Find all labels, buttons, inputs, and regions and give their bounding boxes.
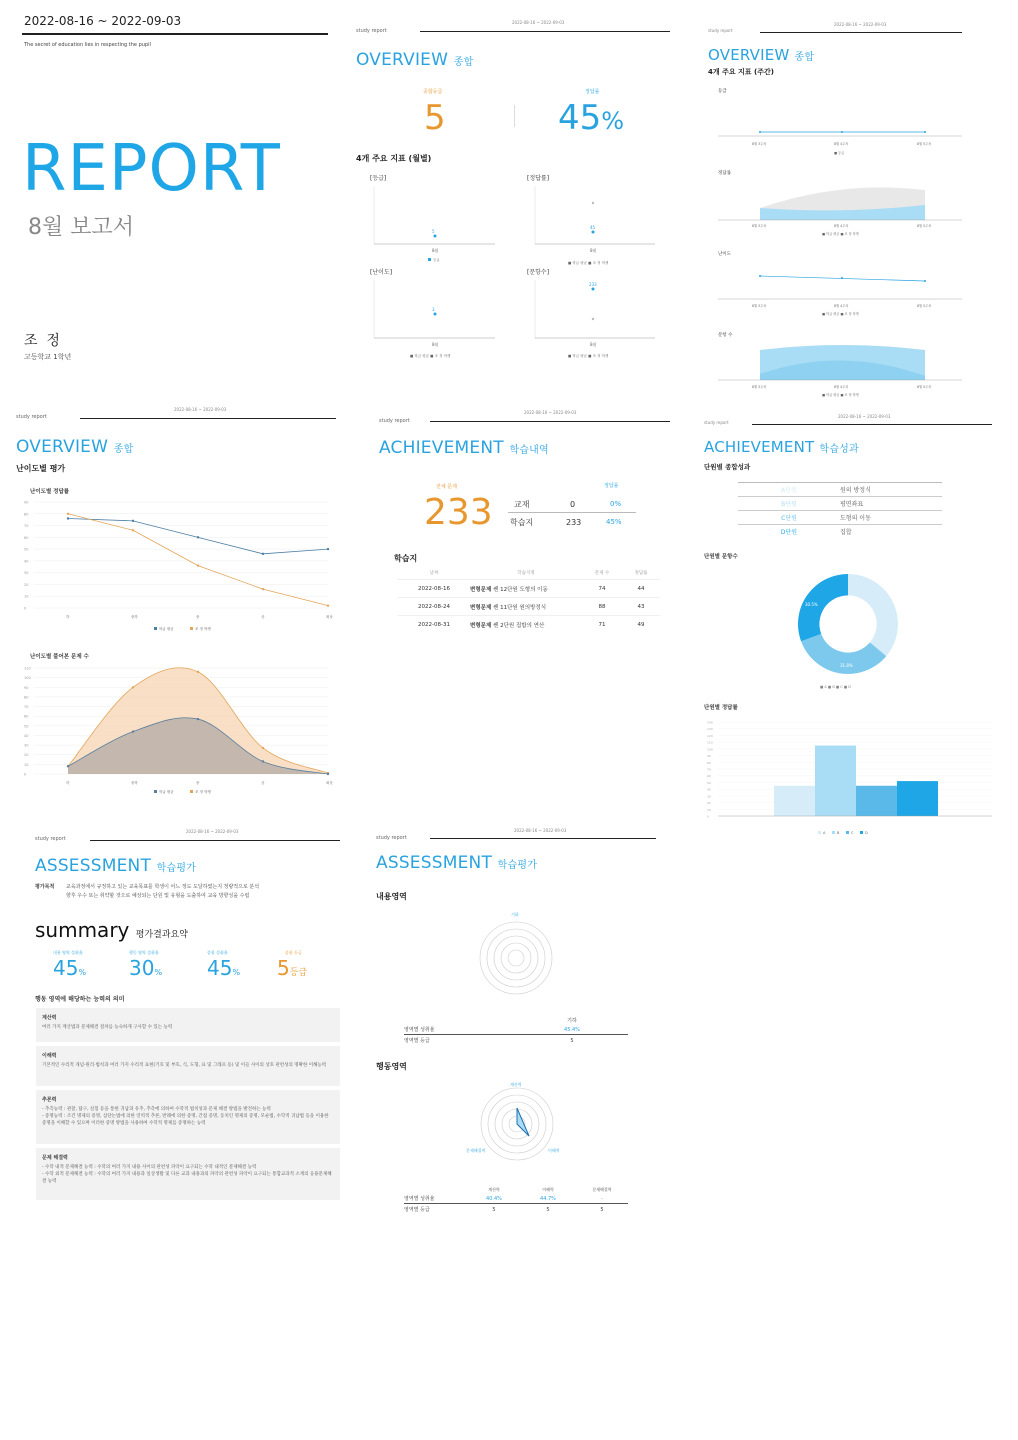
y-tick-label: 30 xyxy=(707,794,711,799)
svg-text:■ 학급 평균 ■ 조 정 학생: ■ 학급 평균 ■ 조 정 학생 xyxy=(822,232,859,236)
bar xyxy=(774,786,815,816)
svg-text:8월 4주차: 8월 4주차 xyxy=(834,224,849,228)
svg-text:8월 3주차: 8월 3주차 xyxy=(752,142,767,146)
legend-label: 조 정 학생 xyxy=(195,790,211,794)
point-grade xyxy=(434,235,437,238)
bar xyxy=(856,786,897,816)
y-tick-label: 0 xyxy=(24,606,27,611)
svg-text:■ 학급 평균 ■ 조 정 학생: ■ 학급 평균 ■ 조 정 학생 xyxy=(568,261,609,265)
page-date: 2022-08-16 ~ 2022-09-03 xyxy=(512,20,565,25)
svg-text:등급: 등급 xyxy=(718,89,727,94)
behavior-radar xyxy=(460,1078,580,1168)
series-line xyxy=(68,514,328,606)
svg-text:8월 5주차: 8월 5주차 xyxy=(917,142,932,146)
legend-label: 조 정 학생 xyxy=(195,627,211,631)
purpose-label: 평가목적 xyxy=(35,884,55,890)
student-name: 조 정 xyxy=(24,333,60,349)
x-tick-label: 중 xyxy=(196,781,200,785)
svg-text:8월 3주차: 8월 3주차 xyxy=(752,224,767,228)
svg-text:8월: 8월 xyxy=(590,342,597,347)
legend-swatch xyxy=(190,627,193,630)
y-tick-label: 90 xyxy=(24,500,29,505)
summary-row: 교재 0 0% xyxy=(508,496,636,513)
page-label: study report xyxy=(708,28,733,33)
page-title: OVERVIEW 종합 xyxy=(16,437,134,457)
section-title: 난이도별 평가 xyxy=(16,464,66,473)
svg-text:등급: 등급 xyxy=(433,258,440,262)
page-date: 2022-08-16 ~ 2022-09-03 xyxy=(514,828,567,833)
svg-text:난이도: 난이도 xyxy=(718,252,732,257)
y-tick-label: 10 xyxy=(707,807,711,812)
legend-label: D xyxy=(865,831,868,835)
y-tick-label: 30 xyxy=(24,743,29,748)
page-title: ASSESSMENT 학습평가 xyxy=(35,856,197,876)
table-row: 2022-08-24 변형문제 쎈 11단원 원의방정식 88 43 xyxy=(398,598,660,616)
svg-text:31.8%: 31.8% xyxy=(840,663,853,668)
page-title: OVERVIEW 종합 xyxy=(708,46,815,64)
y-tick-label: 20 xyxy=(24,582,29,587)
svg-text:■ 학급 평균 ■ 조 정 학생: ■ 학급 평균 ■ 조 정 학생 xyxy=(568,354,609,358)
header-rule xyxy=(752,424,992,425)
table-row: 2022-08-16 변형문제 쎈 12단원 도형의 이동 74 44 xyxy=(398,580,660,598)
series-point xyxy=(132,730,134,732)
page-label: study report xyxy=(376,835,407,841)
section-title: 단원별 종합성과 xyxy=(704,463,751,471)
grade-label: 종합등급 xyxy=(423,89,443,95)
page-title: OVERVIEW 종합 xyxy=(356,50,474,70)
page-date: 2022-08-16 ~ 2022-09-03 xyxy=(186,829,239,834)
rate-value: 45% xyxy=(558,98,625,138)
y-tick-label: 50 xyxy=(24,547,29,552)
series-point xyxy=(327,548,329,550)
y-tick-label: 20 xyxy=(707,801,711,806)
x-tick-label: 하 xyxy=(66,781,70,785)
svg-text:8월: 8월 xyxy=(432,248,439,253)
donut-title: 단원별 문항수 xyxy=(704,554,738,560)
worksheet-table xyxy=(398,566,660,633)
series-point xyxy=(327,604,329,606)
header-rule xyxy=(430,421,670,422)
series-point xyxy=(197,671,199,673)
legend-label: 학급 평균 xyxy=(159,627,174,631)
mini-chart-count xyxy=(527,268,655,358)
table-row: 영역별 성취율 40.4% 44.7% - xyxy=(404,1194,628,1204)
x-tick-label: 중하 xyxy=(131,615,138,619)
donut-slice-a xyxy=(848,574,898,656)
legend-label: B xyxy=(837,831,840,835)
legend-swatch xyxy=(154,627,157,630)
ability-box: 문제 해결력 - 수학 내적 문제해결 능력 : 수학의 여러 가지 내용 사이의 관련성 파악이 요구되는 수학 내적인 문제해결 능력 - 수학 외적 문제해결 능력 : 수학의 여러 가지 내용과 일상생활 및 다른 교과 내용과의 파악의 관련성 파악이 요구되는 통합교과적 소재의 응용문제해결 능력 xyxy=(36,1148,340,1200)
series-point xyxy=(132,520,134,522)
legend-label: A xyxy=(823,831,826,835)
header-rule xyxy=(420,31,670,32)
svg-text:■ 학급 평균 ■ 조 정 학생: ■ 학급 평균 ■ 조 정 학생 xyxy=(822,312,859,316)
y-tick-label: 80 xyxy=(707,760,711,765)
rate-label: 정답률 xyxy=(585,89,600,95)
svg-text:■ 학급 평균 ■ 조 정 학생: ■ 학급 평균 ■ 조 정 학생 xyxy=(410,354,451,358)
x-tick-label: 최상 xyxy=(326,615,333,619)
y-tick-label: 80 xyxy=(24,695,29,700)
x-tick-label: 최상 xyxy=(326,781,333,785)
svg-text:5: 5 xyxy=(432,229,435,234)
content-table xyxy=(404,1016,628,1046)
page-label: study report xyxy=(379,418,410,424)
svg-text:계산력: 계산력 xyxy=(510,1082,522,1087)
page-date: 2022-08-16 ~ 2022-09-03 xyxy=(174,407,227,412)
summary-title: summary 평가결과요약 xyxy=(35,918,188,942)
mini-title-grade: [등급] xyxy=(370,175,387,182)
y-tick-label: 90 xyxy=(707,754,711,759)
y-tick-label: 110 xyxy=(24,666,31,671)
section-title: 4개 주요 지표 (월별) xyxy=(356,154,432,163)
unit-count-donut xyxy=(780,566,920,692)
legend-swatch xyxy=(190,790,193,793)
page-title: ASSESSMENT 학습평가 xyxy=(376,853,538,873)
ability-box: 이해력 기본적인 수리적 개념·원리·법칙과 여러 가지 수리적 표현(기호 및 부호, 식, 도형, 표 및 그래프 등) 및 이들 사이의 상호 관련성의 명확한 이해능력 xyxy=(36,1046,340,1086)
svg-text:8월 5주차: 8월 5주차 xyxy=(917,224,932,228)
x-tick-label: 상 xyxy=(261,615,265,619)
mini-chart-grade xyxy=(370,174,495,262)
y-tick-label: 60 xyxy=(24,714,29,719)
y-tick-label: 50 xyxy=(707,780,711,785)
y-tick-label: 120 xyxy=(707,733,713,738)
stat-total: 종합 성취율 45% xyxy=(207,950,241,980)
unit-row: D단원 집합 xyxy=(780,529,852,536)
total-value: 233 xyxy=(424,492,493,533)
y-tick-label: 40 xyxy=(707,787,711,792)
page-title: ACHIEVEMENT 학습내역 xyxy=(379,438,549,458)
stat-grade: 종합 등급 5등급 xyxy=(277,950,308,980)
bar xyxy=(897,781,938,816)
legend-label: C xyxy=(851,831,854,835)
svg-text:8월 5주차: 8월 5주차 xyxy=(917,385,932,389)
table-head: 기하 xyxy=(567,1018,577,1024)
page-label: study report xyxy=(356,28,387,34)
y-tick-label: 10 xyxy=(24,594,29,599)
chart1-title: 난이도별 정답률 xyxy=(30,489,70,495)
point-difficulty xyxy=(434,313,437,316)
y-tick-label: 70 xyxy=(24,524,29,529)
series-point xyxy=(67,765,69,767)
unit-row: B단원 평면좌표 xyxy=(738,497,942,511)
grade-value: 5 xyxy=(424,98,446,138)
mini-title-count: [문항수] xyxy=(527,269,550,276)
svg-text:■ 등급: ■ 등급 xyxy=(834,151,845,155)
y-tick-label: 40 xyxy=(24,733,29,738)
svg-text:30.5%: 30.5% xyxy=(805,602,818,607)
y-tick-label: 30 xyxy=(24,571,29,576)
y-tick-label: 70 xyxy=(707,767,711,772)
y-tick-label: 40 xyxy=(24,559,29,564)
cover-rule xyxy=(22,33,328,35)
series-point xyxy=(262,747,264,749)
legend-swatch xyxy=(818,831,821,834)
header-rule xyxy=(760,32,962,33)
y-tick-label: 130 xyxy=(707,727,713,732)
svg-text:문항 수: 문항 수 xyxy=(718,333,733,338)
y-tick-label: 80 xyxy=(24,512,29,517)
legend-swatch xyxy=(154,790,157,793)
report-subtitle: 8월 보고서 xyxy=(28,215,134,240)
svg-text:8월 5주차: 8월 5주차 xyxy=(917,304,932,308)
y-tick-label: 140 xyxy=(707,720,713,725)
difficulty-count-chart xyxy=(22,662,342,802)
summary-row: 학습지 233 45% xyxy=(510,517,622,527)
y-tick-label: 50 xyxy=(24,724,29,729)
page-label: study report xyxy=(16,414,47,420)
content-radar xyxy=(470,906,566,998)
legend-swatch xyxy=(846,831,849,834)
divider xyxy=(514,105,515,127)
y-tick-label: 70 xyxy=(24,705,29,710)
series-point xyxy=(197,564,199,566)
svg-text:8월 3주차: 8월 3주차 xyxy=(752,385,767,389)
table-header: 날짜 학습지명 문제 수 정답률 xyxy=(398,566,660,580)
page-date: 2022-08-16 ~ 2022-09-03 xyxy=(838,414,891,419)
donut-slice-d xyxy=(798,574,848,641)
bar xyxy=(815,746,856,817)
summary-stats xyxy=(35,950,335,980)
behavior-section-title: 행동영역 xyxy=(376,1062,407,1071)
x-tick-label: 상 xyxy=(261,781,265,785)
legend-swatch xyxy=(832,831,835,834)
series-point xyxy=(67,513,69,515)
section-title: 4개 주요 지표 (주간) xyxy=(708,68,774,76)
table-head: 계산력 이해력 문제해결력 xyxy=(488,1186,612,1192)
series-point xyxy=(132,529,134,531)
stat-content: 내용 영역 성취율 45% xyxy=(53,950,87,980)
unit-rate-bar-chart xyxy=(706,716,996,840)
difficulty-rate-chart xyxy=(22,496,342,642)
ability-title: 행동 영역에 해당하는 능력의 의미 xyxy=(35,996,125,1003)
table-row: 영역별 성취율 45.4% xyxy=(404,1025,628,1035)
svg-text:8월 3주차: 8월 3주차 xyxy=(752,304,767,308)
svg-text:8월: 8월 xyxy=(432,342,439,347)
page-date: 2022-08-16 ~ 2022-09-03 xyxy=(524,410,577,415)
y-tick-label: 0 xyxy=(707,814,709,819)
mini-chart-rate xyxy=(527,174,655,265)
svg-text:8월 4주차: 8월 4주차 xyxy=(834,142,849,146)
page-label: study report xyxy=(35,836,66,842)
legend-label: 학급 평균 xyxy=(159,790,174,794)
total-label: 전체 문제 xyxy=(436,484,457,490)
page-date: 2022-08-16 ~ 2022-09-03 xyxy=(834,22,887,27)
mini-title-rate: [정답률] xyxy=(527,175,550,182)
behavior-table xyxy=(404,1185,628,1215)
header-rule xyxy=(430,838,656,839)
y-tick-label: 110 xyxy=(707,740,713,745)
svg-text:■ 학급 평균 ■ 조 정 학생: ■ 학급 평균 ■ 조 정 학생 xyxy=(822,393,859,397)
stat-behavior: 행동 영역 성취율 30% xyxy=(129,950,163,980)
x-tick-label: 중하 xyxy=(131,781,138,785)
table-row: 영역별 등급 5 xyxy=(404,1037,574,1044)
summary-rows xyxy=(508,496,636,531)
table-row: 영역별 등급 5 5 5 xyxy=(404,1206,604,1213)
report-title: REPORT xyxy=(22,132,281,206)
rate-label: 정답률 xyxy=(604,483,619,489)
table-row: 2022-08-31 변형문제 쎈 2단원 집합의 연산 71 49 xyxy=(418,621,645,629)
svg-text:기하: 기하 xyxy=(511,912,519,917)
unit-row: A단원 원의 방정식 xyxy=(738,483,942,497)
svg-text:이해력: 이해력 xyxy=(548,1148,560,1153)
series-point xyxy=(327,773,329,775)
svg-text:8월 4주차: 8월 4주차 xyxy=(834,385,849,389)
student-school: 고등학교 1학년 xyxy=(24,353,72,361)
cover-motto: The secret of education lies in respecting the pupil xyxy=(24,42,151,48)
y-tick-label: 60 xyxy=(707,774,711,779)
page-title: ACHIEVEMENT 학습성과 xyxy=(704,438,859,456)
series-point xyxy=(197,536,199,538)
section-title: 학습지 xyxy=(394,554,418,563)
monthly-mini-charts xyxy=(360,168,670,358)
ability-box: 추론력 - 추측능력 : 관찰, 탐구, 실험 등을 통한 귀납과 유추, 추측에 의하여 수학적 법칙성과 문제 해결 방법을 발견하는 능력 - 증명능력 : 조건 명제의 증명, 삼단논법에 의한 연역적 추론, 반례에 의한 증명, 간접 증명, 동치인 명제의 증명, 모순법, 수학적 귀납법 등을 이용한 증명을 이해할 수 있으며 이러한 증명 방법을 사용하여 수학적 명제를 증명하는 능력 xyxy=(36,1090,340,1144)
x-tick-label: 중 xyxy=(196,615,200,619)
y-tick-label: 100 xyxy=(24,676,31,681)
series-point xyxy=(67,517,69,519)
weekly-charts xyxy=(712,84,972,404)
y-tick-label: 60 xyxy=(24,535,29,540)
svg-text:8월 4주차: 8월 4주차 xyxy=(834,304,849,308)
y-tick-label: 20 xyxy=(24,753,29,758)
point-rate xyxy=(592,231,595,234)
unit-row: C단원 도형의 이동 xyxy=(738,511,942,525)
svg-text:정답률: 정답률 xyxy=(718,171,732,176)
svg-text:문제해결력: 문제해결력 xyxy=(466,1148,486,1153)
series-point xyxy=(262,553,264,555)
point-count xyxy=(592,288,595,291)
svg-text:45: 45 xyxy=(590,225,596,230)
y-tick-label: 90 xyxy=(24,685,29,690)
content-section-title: 내용영역 xyxy=(376,892,407,901)
bar-title: 단원별 정답률 xyxy=(704,705,738,711)
y-tick-label: 0 xyxy=(24,772,27,777)
series-point xyxy=(262,588,264,590)
series-point xyxy=(262,760,264,762)
x-tick-label: 하 xyxy=(66,615,70,619)
y-tick-label: 100 xyxy=(707,747,713,752)
cover-date: 2022-08-16 ~ 2022-09-03 xyxy=(24,14,182,28)
page-label: study report xyxy=(704,420,729,425)
svg-text:233: 233 xyxy=(589,282,597,287)
header-rule xyxy=(90,840,340,841)
svg-text:8월: 8월 xyxy=(590,248,597,253)
svg-text:■ A ■ B ■ C ■ D: ■ A ■ B ■ C ■ D xyxy=(820,685,851,689)
header-rule xyxy=(80,418,336,419)
mini-chart-difficulty xyxy=(370,268,495,358)
svg-text:3: 3 xyxy=(432,307,435,312)
y-tick-label: 10 xyxy=(24,762,29,767)
ability-box: 계산력 여러 가지 계산법과 문제해결 절차를 능숙하게 구사할 수 있는 능력 xyxy=(36,1008,340,1042)
purpose-text: 교육과정에서 규정하고 있는 교육목표를 학생이 어느 정도 도달하였는지 정량적으로 분석 향후 우수 또는 취약할 것으로 예상되는 단원 및 유형을 도출하여 교육 방향성을 수립 xyxy=(66,884,260,899)
mini-title-difficulty: [난이도] xyxy=(370,269,393,276)
legend-swatch xyxy=(860,831,863,834)
series-point xyxy=(132,686,134,688)
unit-table xyxy=(738,482,942,538)
chart2-title: 난이도별 풀어본 문제 수 xyxy=(30,654,89,660)
series-point xyxy=(197,718,199,720)
